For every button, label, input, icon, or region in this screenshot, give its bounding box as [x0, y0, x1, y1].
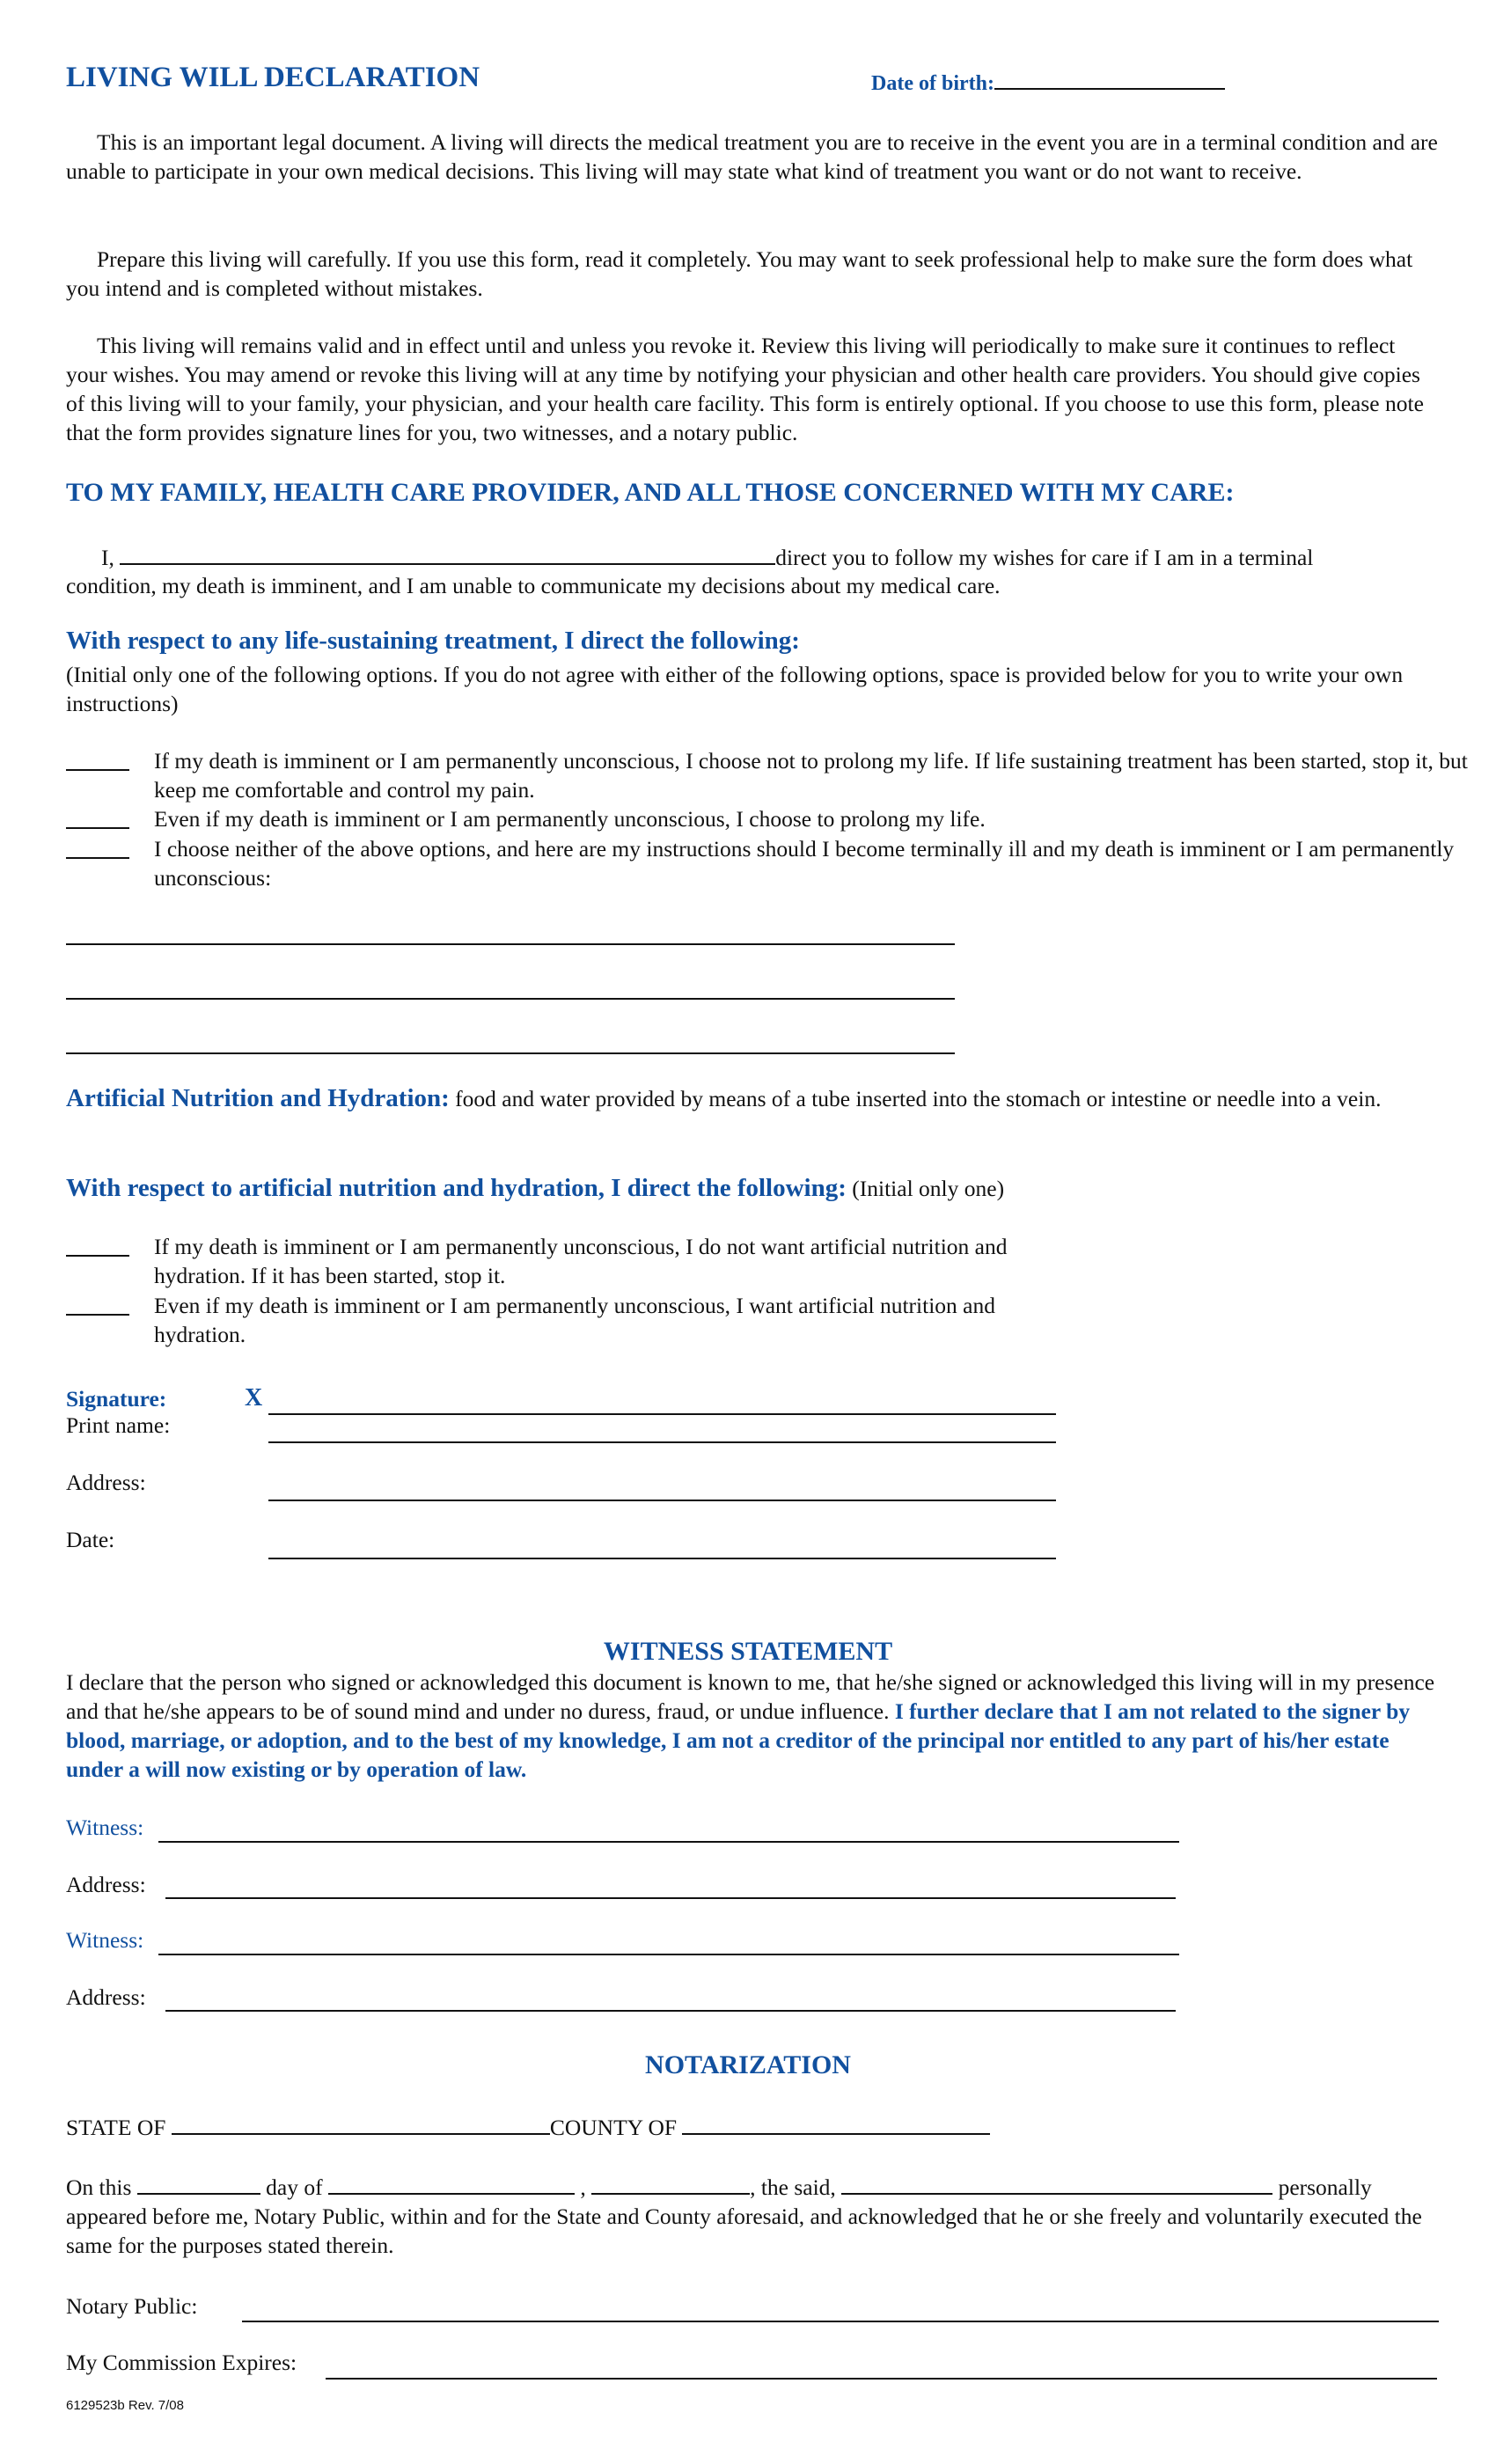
life-sustaining-instructions: (Initial only one of the following options. If you do not agree with either of the following options, space is provided below for you to write your own instructions)	[66, 662, 1404, 716]
county-label: COUNTY OF	[549, 2115, 678, 2140]
dob-input-line[interactable]	[994, 69, 1225, 90]
on-this-text: On this	[66, 2174, 132, 2200]
signature-label: Signature:	[66, 1386, 167, 1412]
date-of-birth-field	[871, 69, 1225, 96]
own-instructions-line-2[interactable]	[66, 998, 955, 1000]
nutrition-direct-heading: With respect to artificial nutrition and hydration, I direct the following:	[66, 1174, 847, 1202]
nutrition-definition	[66, 1084, 1439, 1113]
intro-paragraph-2: Prepare this living will carefully. If you use this form, read it completely. You may want to seek professional help to make sure the form does what you intend and is completed without mistakes.	[66, 246, 1413, 301]
life-option-1-text: If my death is imminent or I am permanently unconscious, I choose not to prolong my life. If life sustaining treatment has been started, stop it, but keep me comfortable and control my pain.	[154, 748, 1468, 803]
witness-statement	[66, 1668, 1439, 1784]
print-name-line[interactable]	[268, 1441, 1056, 1443]
signer-address-line[interactable]	[268, 1500, 1056, 1501]
state-county-row	[66, 2112, 990, 2141]
address-heading: TO MY FAMILY, HEALTH CARE PROVIDER, AND ALL THOSE CONCERNED WITH MY CARE:	[66, 478, 1235, 507]
initial-field-life-2[interactable]	[66, 827, 129, 829]
month-field[interactable]	[328, 2172, 575, 2195]
initial-field-nutrition-2[interactable]	[66, 1314, 129, 1316]
person-name-field[interactable]	[841, 2172, 1272, 2195]
initial-field-nutrition-1[interactable]	[66, 1255, 129, 1257]
signer-date-label: Date:	[66, 1527, 115, 1552]
signature-line[interactable]	[268, 1413, 1056, 1415]
nutrition-definition-text: food and water provided by means of a tube inserted into the stomach or intestine or needle into a vein.	[455, 1086, 1382, 1111]
own-instructions-line-1[interactable]	[66, 943, 955, 945]
print-name-label: Print name:	[66, 1412, 171, 1438]
nutrition-option-1-text: If my death is imminent or I am permanently unconscious, I do not want artificial nutrition and hydration. If it has been started, stop it.	[154, 1234, 1008, 1288]
declaration-prefix: I,	[101, 545, 114, 570]
witness-1-address-line[interactable]	[165, 1897, 1176, 1899]
notary-acknowledgement	[66, 2172, 1439, 2260]
state-field[interactable]	[172, 2112, 550, 2135]
notary-public-label: Notary Public:	[66, 2293, 198, 2319]
declarant-name-field[interactable]	[120, 542, 775, 565]
notary-body-text: appeared before me, Notary Public, within and for the State and County aforesaid, and acknowledged that he or she freely and voluntarily executed the same for the purposes stated therein.	[66, 2204, 1422, 2258]
witness-statement-text: I declare that the person who signed or acknowledged this document is known to me, that he/she signed or acknowledged this living will in my presence and that he/she appears to be of sound mind and under no duress, fraud, or undue influence.	[66, 1669, 1435, 1724]
dob-label: Date of birth:	[871, 72, 994, 95]
witness-1-label: Witness:	[66, 1815, 144, 1840]
witness-heading: WITNESS STATEMENT	[603, 1637, 893, 1666]
nutrition-direct-note: (Initial only one)	[852, 1176, 1005, 1201]
nutrition-option-2-text: Even if my death is imminent or I am permanently unconscious, I want artificial nutrition and hydration.	[154, 1293, 996, 1347]
own-instructions-line-3[interactable]	[66, 1052, 955, 1054]
signer-address-label: Address:	[66, 1470, 146, 1495]
intro-paragraph-1: This is an important legal document. A living will directs the medical treatment you are to receive in the event you are in a terminal condition and are unable to participate in your own medical decisions. This living will may state what kind of treatment you want or do not want to receive.	[66, 129, 1438, 184]
personally-text: personally	[1278, 2174, 1372, 2200]
initial-field-life-1[interactable]	[66, 769, 129, 771]
declaration-line-2: condition, my death is imminent, and I am unable to communicate my decisions about my medical care.	[66, 573, 1001, 598]
witness-2-label: Witness:	[66, 1927, 144, 1953]
declaration-suffix: direct you to follow my wishes for care if I am in a terminal	[775, 545, 1314, 570]
intro-paragraph-3: This living will remains valid and in effect until and unless you revoke it. Review this living will periodically to make sure it continues to reflect your wishes. You may amend or revoke this living will at any time by notifying your physician and other health care providers. You should give copies of this living will to your family, your physician, and your health care facility. This form is entirely optional. If you choose to use this form, please note that the form provides signature lines for you, two witnesses, and a notary public.	[66, 333, 1424, 445]
comma-text: ,	[580, 2174, 586, 2200]
day-field[interactable]	[137, 2172, 260, 2195]
witness-1-address-label: Address:	[66, 1872, 146, 1897]
signature-x-mark: X	[245, 1384, 263, 1412]
life-sustaining-heading: With respect to any life-sustaining treatment, I direct the following:	[66, 627, 800, 655]
nutrition-direct	[66, 1174, 1439, 1203]
signer-date-line[interactable]	[268, 1558, 1056, 1559]
witness-1-line[interactable]	[158, 1841, 1179, 1843]
witness-statement-bold: I further declare that I am not related to the signer by blood, marriage, or adoption, and to the best of my knowledge, I am not a creditor of the principal nor entitled to any part of his/her estate under a will now existing or by operation of law.	[66, 1698, 1411, 1782]
year-field[interactable]	[591, 2172, 750, 2195]
state-label: STATE OF	[66, 2115, 166, 2140]
initial-field-life-3[interactable]	[66, 857, 129, 859]
witness-2-address-label: Address:	[66, 1984, 146, 2010]
declaration-line-1	[66, 542, 1439, 572]
nutrition-heading: Artificial Nutrition and Hydration:	[66, 1084, 450, 1112]
document-title: LIVING WILL DECLARATION	[66, 62, 480, 93]
notary-public-line[interactable]	[242, 2321, 1439, 2322]
witness-2-line[interactable]	[158, 1954, 1179, 1955]
the-said-text: , the said,	[750, 2174, 836, 2200]
form-id: 6129523b Rev. 7/08	[66, 2398, 184, 2413]
witness-2-address-line[interactable]	[165, 2010, 1176, 2012]
life-option-2-text: Even if my death is imminent or I am permanently unconscious, I choose to prolong my life.	[154, 806, 986, 832]
life-option-3-text: I choose neither of the above options, and here are my instructions should I become terminally ill and my death is imminent or I am permanently unconscious:	[154, 836, 1455, 891]
day-of-text: day of	[266, 2174, 323, 2200]
commission-expires-label: My Commission Expires:	[66, 2350, 297, 2375]
county-field[interactable]	[682, 2112, 990, 2135]
notarization-heading: NOTARIZATION	[645, 2050, 851, 2079]
commission-expires-line[interactable]	[326, 2378, 1437, 2380]
